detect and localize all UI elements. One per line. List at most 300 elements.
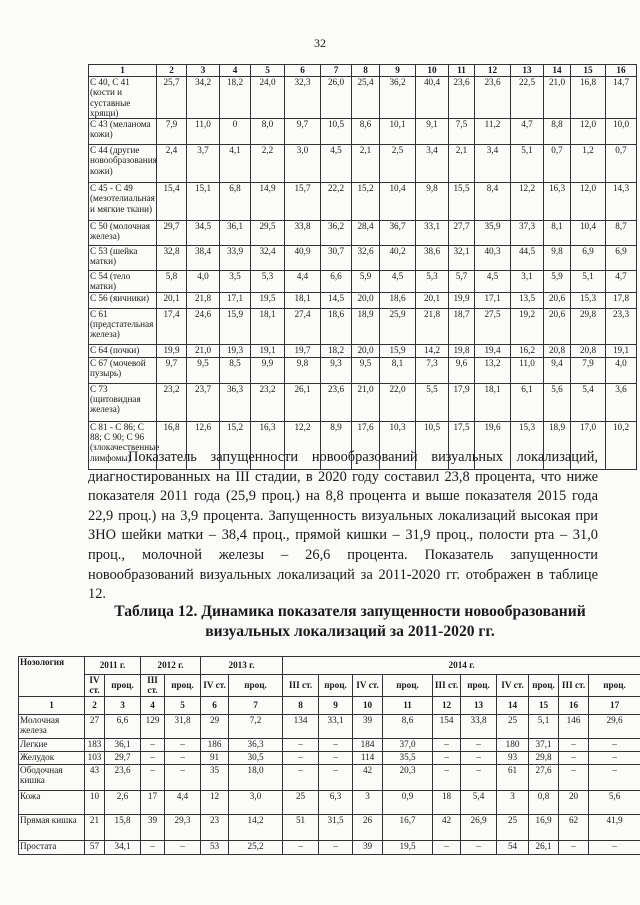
table-cell: 13,5 [511,292,544,308]
column-number: 16 [559,696,589,714]
table-cell: 51 [283,814,319,840]
table-cell: – [141,738,165,751]
localization-label: С 61 (предстательная железа) [89,308,157,344]
table-row [19,790,640,814]
table-cell: 17,1 [220,292,251,308]
localization-label: С 53 (шейка матки) [89,246,157,271]
table-cell: 10 [85,790,105,814]
column-number: 12 [433,696,461,714]
stage-header: проц. [165,675,201,697]
table-cell: 2,2 [251,145,285,183]
stage-header: IV ст. [201,675,229,697]
table-cell: 10,4 [380,183,416,221]
table-cell: 184 [353,738,383,751]
table-cell: 0,7 [606,145,637,183]
table-cell: 4,5 [475,271,511,293]
table-cell: 5,7 [449,271,475,293]
table-cell: 5,4 [461,790,497,814]
localization-label: С 54 (тело матки) [89,271,157,293]
table-cell: 15,8 [105,814,141,840]
stage-header: III ст. [559,675,589,697]
table-cell: 21,8 [416,308,449,344]
table-cell: 11,0 [187,119,220,145]
column-number: 1 [19,696,85,714]
stage-header: проц. [529,675,559,697]
table-cell: 0,8 [529,790,559,814]
column-number-row [19,696,640,714]
table-cell: – [319,751,353,764]
table-cell: 26,9 [461,814,497,840]
table-cell: – [461,751,497,764]
table-cell: 42 [433,814,461,840]
year-header-row [19,657,640,675]
nosology-label: Простата [19,840,85,854]
table-cell: 40,3 [475,246,511,271]
table-cell: 146 [559,714,589,738]
table-visual-localizations [88,64,637,470]
table-cell: 27,5 [475,308,511,344]
table-cell: 27,4 [285,308,321,344]
column-number: 5 [165,696,201,714]
nosology-header: Нозология [19,657,85,697]
stage-header: проц. [383,675,433,697]
table-cell: 26,1 [285,383,321,421]
column-number: 9 [319,696,353,714]
table-cell: 62 [559,814,589,840]
table-cell: 183 [85,738,105,751]
table-cell: 4,5 [321,145,352,183]
table-cell: 18,1 [251,308,285,344]
table-cell: 32,4 [251,246,285,271]
table-cell: 14,5 [321,292,352,308]
table-cell: 29,7 [157,221,187,246]
table-row [89,344,637,357]
table-cell: 3,0 [229,790,283,814]
table-cell: 7,5 [449,119,475,145]
year-header: 2011 г. [85,657,141,675]
table-row [19,840,640,854]
column-number: 16 [606,65,637,77]
table-cell: 18,9 [544,421,571,469]
column-number: 4 [220,65,251,77]
table-cell: 24,0 [251,77,285,119]
table-cell: – [433,738,461,751]
table-cell: 61 [497,764,529,790]
table-cell: 25 [497,714,529,738]
table-cell: 8,0 [251,119,285,145]
column-number: 3 [187,65,220,77]
table-cell: 40,9 [285,246,321,271]
table-cell: 19,9 [449,292,475,308]
table-cell: 9,8 [416,183,449,221]
table-cell: 17,8 [606,292,637,308]
table-cell: 29,3 [165,814,201,840]
table-cell: – [559,751,589,764]
table-cell: 20,0 [352,344,380,357]
table-cell: 23,3 [606,308,637,344]
column-number: 9 [380,65,416,77]
table-cell: 17,4 [157,308,187,344]
table-cell: 10,0 [606,119,637,145]
table-cell: 20,6 [544,308,571,344]
table-cell: 10,5 [321,119,352,145]
table-cell: 5,8 [157,271,187,293]
table-cell: 19,6 [475,421,511,469]
table-cell: 34,5 [187,221,220,246]
localization-label: С 67 (мочевой пузырь) [89,357,157,383]
localization-label: С 40, С 41 (кости и суставные хрящи) [89,77,157,119]
table-cell: 32,3 [285,77,321,119]
table-cell: 21,0 [352,383,380,421]
table-cell: 23,6 [475,77,511,119]
table-row [19,738,640,751]
table-cell: 9,1 [416,119,449,145]
localization-label: С 45 - С 49 (мезотелиальная и мягкие ткани) [89,183,157,221]
table-cell: – [433,764,461,790]
table-cell: 6,3 [319,790,353,814]
table-row [89,271,637,293]
table-cell: 7,3 [416,357,449,383]
stage-header: проц. [589,675,640,697]
column-number: 11 [449,65,475,77]
table-cell: – [319,738,353,751]
table-cell: 4,5 [380,271,416,293]
table-cell: 9,7 [157,357,187,383]
table-cell: 6,6 [105,714,141,738]
column-number: 14 [497,696,529,714]
table-cell: 26 [353,814,383,840]
table-cell: 8,7 [606,221,637,246]
table-cell: 4,0 [187,271,220,293]
table-cell: 27,7 [449,221,475,246]
table-cell: 25 [283,790,319,814]
table-cell: 20,1 [157,292,187,308]
table-cell: 15,2 [352,183,380,221]
stage-header: III ст. [141,675,165,697]
year-header: 2014 г. [283,657,640,675]
table-cell: 19,4 [475,344,511,357]
table-cell: – [319,840,353,854]
table-cell: 27,6 [529,764,559,790]
table-cell: 8,6 [352,119,380,145]
nosology-label: Легкие [19,738,85,751]
table-cell: – [165,840,201,854]
column-number: 7 [229,696,283,714]
table-cell: 10,2 [606,421,637,469]
table-cell: 19,8 [449,344,475,357]
table-cell: 4,7 [511,119,544,145]
column-number: 10 [416,65,449,77]
stage-header: проц. [105,675,141,697]
table-cell: 5,6 [589,790,640,814]
stage-header: IV ст. [85,675,105,697]
table-cell: 15,3 [511,421,544,469]
table-cell: – [589,751,640,764]
table-cell: 2,5 [380,145,416,183]
table-cell: – [559,764,589,790]
table-cell: 31,8 [165,714,201,738]
table-cell: – [461,738,497,751]
table-row [89,292,637,308]
table-cell: 9,5 [187,357,220,383]
table-cell: 18,1 [475,383,511,421]
localization-label: С 44 (другие новообразования кожи) [89,145,157,183]
table-row [89,246,637,271]
table-cell: – [283,840,319,854]
table-cell: 26,1 [529,840,559,854]
table-cell: 4,4 [165,790,201,814]
table-cell: – [589,764,640,790]
table-cell: 21,0 [187,344,220,357]
column-number: 6 [201,696,229,714]
table-cell: 37,0 [383,738,433,751]
table-cell: 23 [201,814,229,840]
table-cell: – [433,751,461,764]
table-cell: 23,2 [157,383,187,421]
table-cell: 44,5 [511,246,544,271]
table-cell: 34,1 [105,840,141,854]
table-cell: 2,1 [352,145,380,183]
column-number: 8 [283,696,319,714]
column-number: 3 [105,696,141,714]
table-cell: 25,9 [380,308,416,344]
table-cell: 13,2 [475,357,511,383]
table-cell: 41,9 [589,814,640,840]
table-cell: 32,6 [352,246,380,271]
nosology-label: Кожа [19,790,85,814]
table-cell: 23,6 [321,383,352,421]
table-cell: 16,3 [251,421,285,469]
table-cell: 15,5 [449,183,475,221]
table-cell: 34,2 [187,77,220,119]
table-cell: 0,9 [383,790,433,814]
table-cell: 0,7 [544,145,571,183]
table-cell: 38,6 [416,246,449,271]
table-cell: 40,4 [416,77,449,119]
table-cell: 14,9 [251,183,285,221]
column-number: 7 [321,65,352,77]
localization-label: С 64 (почки) [89,344,157,357]
table-cell: 29,8 [529,751,559,764]
table-cell: – [165,738,201,751]
table-row [89,308,637,344]
table-cell: 20,8 [571,344,606,357]
table-cell: 15,2 [220,421,251,469]
table-cell: 25,2 [229,840,283,854]
column-number: 8 [352,65,380,77]
stage-header: проц. [319,675,353,697]
table-cell: 5,5 [416,383,449,421]
table-cell: 54 [497,840,529,854]
localization-label: С 56 (яичники) [89,292,157,308]
table-cell: 134 [283,714,319,738]
table-cell: 17,5 [449,421,475,469]
table-cell: 6,8 [220,183,251,221]
table-cell: 37,1 [529,738,559,751]
table-cell: 7,9 [157,119,187,145]
table-cell: 11,0 [511,357,544,383]
table-cell: 9,8 [544,246,571,271]
table-cell: – [559,738,589,751]
table-cell: 15,3 [571,292,606,308]
table-cell: 18,7 [449,308,475,344]
table-cell: 16,9 [529,814,559,840]
table-cell: 5,1 [511,145,544,183]
column-number: 12 [475,65,511,77]
stage-header: IV ст. [497,675,529,697]
table-cell: 129 [141,714,165,738]
table-cell: 25,7 [157,77,187,119]
table-cell: 91 [201,751,229,764]
table-cell: 16,2 [511,344,544,357]
table-row [89,77,637,119]
table-cell: 12,2 [285,421,321,469]
table-cell: 18,1 [285,292,321,308]
table-cell: 24,6 [187,308,220,344]
table-cell: 3,7 [187,145,220,183]
table-cell: 36,1 [105,738,141,751]
table-cell: 15,9 [380,344,416,357]
table-cell: 5,9 [352,271,380,293]
table-cell: 36,2 [321,221,352,246]
table-cell: 38,4 [187,246,220,271]
table-cell: 23,6 [105,764,141,790]
column-number: 6 [285,65,321,77]
table-row [89,357,637,383]
table-cell: – [283,764,319,790]
table-cell: 4,1 [220,145,251,183]
table-cell: 12,6 [187,421,220,469]
table-cell: 25 [497,814,529,840]
table-cell: – [461,840,497,854]
table-cell: – [589,840,640,854]
table-cell: 8,1 [380,357,416,383]
table-cell: 29,5 [251,221,285,246]
table-cell: 10,1 [380,119,416,145]
table-cell: 186 [201,738,229,751]
table-cell: 29,6 [589,714,640,738]
table-cell: 19,3 [220,344,251,357]
table-row [19,764,640,790]
column-number: 17 [589,696,640,714]
table-cell: 8,6 [383,714,433,738]
table-cell: 4,7 [606,271,637,293]
table-row [89,221,637,246]
table-cell: 7,2 [229,714,283,738]
table-cell: 35 [201,764,229,790]
column-number: 15 [571,65,606,77]
table-cell: 17,1 [475,292,511,308]
table-cell: 36,3 [229,738,283,751]
table-cell: 36,7 [380,221,416,246]
table-cell: 36,3 [220,383,251,421]
caption-line-2: визуальных локализаций за 2011-2020 гг. [205,623,495,640]
table-cell: 19,5 [251,292,285,308]
table-cell: 19,1 [606,344,637,357]
stage-header: проц. [461,675,497,697]
table-cell: 39 [353,840,383,854]
table-cell: 17,0 [571,421,606,469]
table-cell: 14,7 [606,77,637,119]
column-number: 14 [544,65,571,77]
table-cell: 36,1 [220,221,251,246]
table-cell: 8,4 [475,183,511,221]
table-cell: 19,9 [157,344,187,357]
column-number: 10 [353,696,383,714]
table-row [19,751,640,764]
table-cell: 25,4 [352,77,380,119]
table-cell: 9,8 [285,357,321,383]
table-cell: 8,8 [544,119,571,145]
table-cell: 114 [353,751,383,764]
nosology-label: Ободочная кишка [19,764,85,790]
table-cell: 180 [497,738,529,751]
table-cell: 21,0 [544,77,571,119]
table-cell: 30,5 [229,751,283,764]
table-cell: 17 [141,790,165,814]
table-cell: 15,7 [285,183,321,221]
column-number: 2 [85,696,105,714]
table-cell: 57 [85,840,105,854]
nosology-label: Желудок [19,751,85,764]
table-cell: 5,1 [571,271,606,293]
table-cell: 16,7 [383,814,433,840]
table-cell: 15,1 [187,183,220,221]
table-cell: 6,6 [321,271,352,293]
table-cell: – [165,751,201,764]
table-cell: 19,5 [383,840,433,854]
column-number: 13 [461,696,497,714]
table-cell: 16,3 [544,183,571,221]
table-cell: 36,2 [380,77,416,119]
table-cell: 17,9 [449,383,475,421]
table-cell: 18,6 [380,292,416,308]
year-header: 2013 г. [201,657,283,675]
table-cell: 21,8 [187,292,220,308]
table-cell: 32,8 [157,246,187,271]
table-cell: 4,4 [285,271,321,293]
table-cell: 2,4 [157,145,187,183]
table-cell: 8,9 [321,421,352,469]
table-cell: 33,1 [319,714,353,738]
table-cell: 14,2 [229,814,283,840]
table-cell: 6,9 [606,246,637,271]
year-header: 2012 г. [141,657,201,675]
table-cell: 18,2 [321,344,352,357]
table-cell: 43 [85,764,105,790]
localization-label: С 43 (меланома кожи) [89,119,157,145]
table-cell: 33,8 [461,714,497,738]
table-cell: 27 [85,714,105,738]
table-cell: 11,2 [475,119,511,145]
table-cell: 12 [201,790,229,814]
table-cell: 33,1 [416,221,449,246]
table-cell: 9,3 [321,357,352,383]
table-cell: 39 [353,714,383,738]
table-cell: 5,4 [571,383,606,421]
stage-header-row [19,675,640,697]
table-cell: 3,5 [220,271,251,293]
table-cell: 12,0 [571,119,606,145]
table-cell: 9,9 [251,357,285,383]
table-cell: – [461,764,497,790]
table-cell: 19,7 [285,344,321,357]
table-cell: 18 [433,790,461,814]
table-cell: 22,2 [321,183,352,221]
table-cell: 23,6 [449,77,475,119]
table-row [89,119,637,145]
column-number: 5 [251,65,285,77]
